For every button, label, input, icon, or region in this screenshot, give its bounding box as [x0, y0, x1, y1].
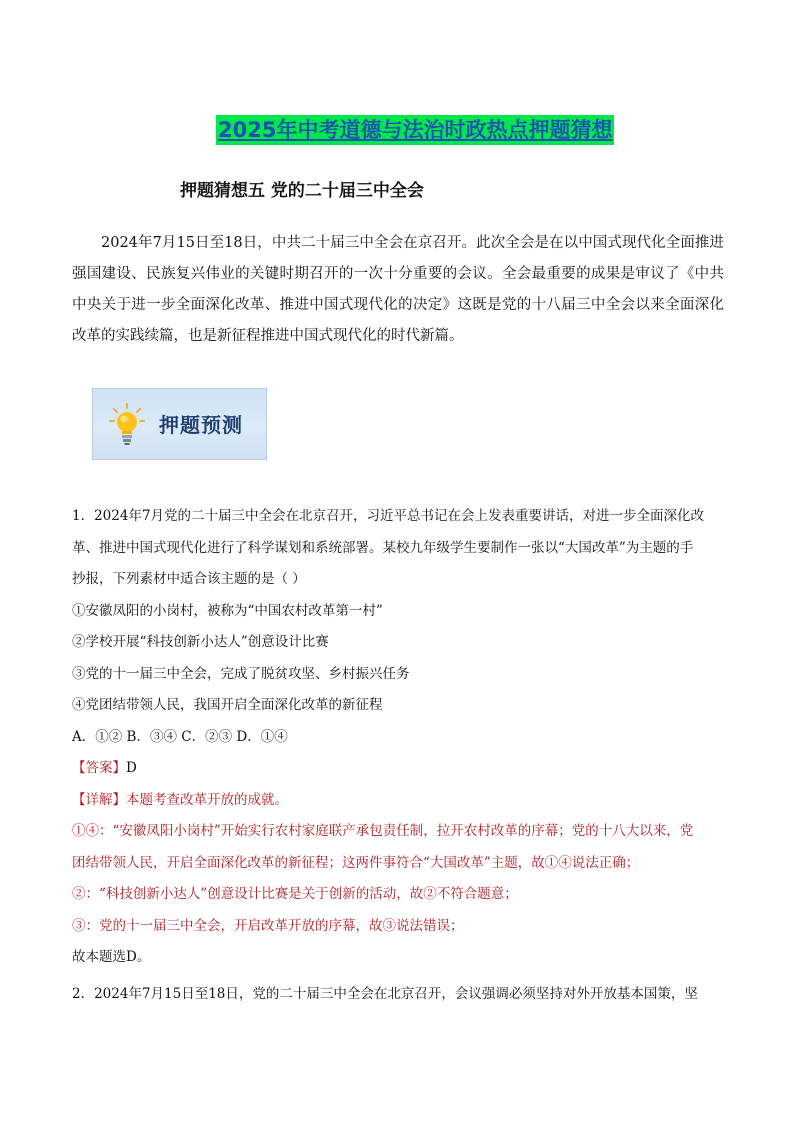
detail-intro-line	[72, 785, 724, 817]
question-2: 2．2024年7月15日至18日，党的二十届三中全会在北京召开，会议强调必须坚持对外开放基本国策，坚	[72, 986, 698, 1002]
conclusion: 故本题选D。	[72, 949, 151, 965]
answer-value: D	[126, 760, 137, 776]
detail-explanation-line: ②：“科技创新小达人”创意设计比赛是关于创新的活动，故②不符合题意；	[72, 886, 518, 902]
intro-paragraph: 2024年7月15日至18日，中共二十届三中全会在京召开。此次全会是在以中国式现代化全面推进强国建设、民族复兴伟业的关键时期召开的一次十分重要的会议。全会最重要的成果是审议了《中共中央关于进一步全面深化改革、推进中国式现代化的决定》这既是党的十八届三中全会以来全面深化改革的实践续篇，也是新征程推进中国式现代化的时代新篇。	[72, 235, 724, 344]
question-1	[72, 501, 724, 974]
prediction-banner	[92, 388, 267, 460]
detail-explanation-line: 团结带领人民，开启全面深化改革的新征程；这两件事符合“大国改革”主题，故①④说法正确；	[72, 854, 640, 871]
option-1: ①安徽凤阳的小岗村，被称为“中国农村改革第一村”	[72, 602, 383, 619]
question-stem-line: 1．2024年7月党的二十届三中全会在北京召开，习近平总书记在会上发表重要讲话，对进一步全面深化改	[72, 508, 705, 524]
question-stem-line: 革、推进中国式现代化进行了科学谋划和系统部署。某校九年级学生要制作一张以“大国改革”为主题的手	[72, 539, 694, 556]
question-stem-line: 抄报，下列素材中适合该主题的是（ ）	[72, 571, 306, 587]
section-title: 押题猜想五 党的二十届三中全会	[180, 181, 424, 201]
main-title: 2025年中考道德与法治时政热点押题猜想	[216, 115, 614, 145]
detail-explanation-line: ①④：“安徽凤阳小岗村”开始实行农村家庭联产承包责任制，拉开农村改革的序幕；党的十八大以来，党	[72, 823, 694, 839]
detail-intro: 本题考查改革开放的成就。	[126, 791, 288, 808]
answer-tag: 【答案】	[72, 760, 126, 776]
detail-tag: 【详解】	[72, 791, 126, 808]
lightbulb-icon	[109, 403, 145, 447]
answer-choices: A．①② B．③④ C．②③ D．①④	[72, 728, 288, 745]
option-4: ④党团结带领人民，我国开启全面深化改革的新征程	[72, 697, 383, 713]
banner-label: 押题预测	[159, 413, 243, 437]
detail-explanation-line: ③：党的十一届三中全会，开启改革开放的序幕，故③说法错误；	[72, 917, 464, 934]
option-3: ③党的十一届三中全会，完成了脱贫攻坚、乡村振兴任务	[72, 665, 410, 682]
answer-line	[72, 753, 724, 785]
option-2: ②学校开展“科技创新小达人”创意设计比赛	[72, 634, 329, 650]
